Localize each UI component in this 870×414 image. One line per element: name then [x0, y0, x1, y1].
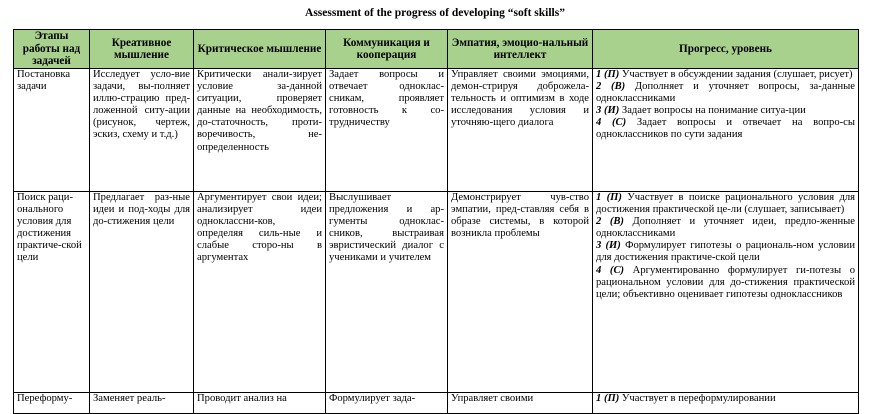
- progress-cell: [593, 192, 859, 393]
- table-header-row: [14, 30, 859, 69]
- level-text: Участвует в переформулировании: [619, 393, 776, 404]
- header-creative-thinking: Креативное мышление: [90, 30, 194, 69]
- level-text: Участвует в поиске рационального условия для достижения практической це-ли (слушает, записывает): [596, 192, 855, 216]
- creative-cell: Исследует усло-вие задачи, вы-полняет иллю-страцию пред-ложенной ситу-ации (рисунок, чертеж, эскиз, схему и т.д.): [90, 69, 194, 192]
- soft-skills-assessment-table: [13, 29, 859, 414]
- empathy-cell: Управляет своими эмоциями, демон-стрируя доброжела-тельность и оптимизм в ходе исследования условия и уточняю-щего диалога: [448, 69, 593, 192]
- level-text: Задает вопросы на понимание ситуа-ции: [619, 105, 806, 117]
- level-text: Задает вопросы и отвечает на вопро-сы одноклассников по сути задания: [596, 117, 855, 141]
- level-item: [596, 240, 855, 264]
- level-text: Аргументированно формулирует ги-потезы о рациональном условии для до-стижения практической цели; объективно оценивает гипотезы одноклассников: [596, 264, 855, 300]
- table-row: [14, 192, 859, 393]
- header-communication: Коммуникация и кооперация: [326, 30, 448, 69]
- level-item: [596, 265, 855, 301]
- creative-cell: Предлагает раз-ные идеи и под-ходы для до-стижения цели: [90, 192, 194, 393]
- empathy-cell: Управляет своими: [448, 393, 593, 414]
- level-text: Участвует в обсуждении задания (слушает, рисует): [619, 69, 853, 80]
- level-code: 1 (П): [596, 69, 620, 80]
- communication-cell: Формулирует зада-: [326, 393, 448, 414]
- empathy-cell: Демонстрирует чув-ство эмпатии, пред-ставляя себя в образе системы, в которой возникла проблемы: [448, 192, 593, 393]
- page-title: Assessment of the progress of developing “soft skills”: [305, 7, 565, 19]
- level-code: 3 (И): [596, 240, 621, 252]
- level-code: 4 (С): [596, 117, 627, 129]
- progress-cell: [593, 393, 859, 414]
- header-empathy: Эмпатия, эмоцио-нальный интеллект: [448, 30, 593, 69]
- stage-cell: Постановка задачи: [14, 69, 90, 192]
- table-row: [14, 393, 859, 414]
- stage-cell: Поиск раци-онального условия для достижения практиче-ской цели: [14, 192, 90, 393]
- level-item: [596, 117, 855, 141]
- header-progress-level: Прогресс, уровень: [593, 30, 859, 69]
- level-item: [596, 69, 855, 81]
- critical-cell: Аргументирует свои идеи; анализирует идеи одноклассни-ков, определяя силь-ные и слабые сторо-ны в аргументах: [194, 192, 326, 393]
- level-text: Дополняет и уточняет вопросы, за-данные одноклассниками: [596, 81, 855, 105]
- level-code: 2 (В): [596, 216, 624, 228]
- communication-cell: Задает вопросы и отвечает однoклас-сникам, проявляет готовность к со-трудничеству: [326, 69, 448, 192]
- level-code: 1 (П): [596, 192, 622, 203]
- level-text: Дополняет и уточняет идеи, предло-женные одноклассниками: [596, 216, 855, 240]
- stage-cell: Переформу-: [14, 393, 90, 414]
- level-code: 3 (И): [596, 105, 620, 117]
- level-item: [596, 81, 855, 105]
- level-code: 2 (В): [596, 81, 626, 93]
- level-item: [596, 393, 855, 405]
- level-item: [596, 192, 855, 216]
- level-item: [596, 105, 855, 117]
- progress-cell: [593, 69, 859, 192]
- level-code: 4 (С): [596, 264, 625, 276]
- level-item: [596, 216, 855, 240]
- table-row: [14, 69, 859, 192]
- communication-cell: Выслушивает предложения и ар-гументы однoклас-сников, выстраивая эвристический диалог с учениками и учителем: [326, 192, 448, 393]
- creative-cell: Заменяет реаль-: [90, 393, 194, 414]
- level-code: 1 (П): [596, 393, 620, 404]
- header-critical-thinking: Критическое мышление: [194, 30, 326, 69]
- level-text: Формулирует гипотезы о рациональ-ном условии для достижения практиче-ской цели: [596, 240, 856, 264]
- header-stages: Этапы работы над задачей: [14, 30, 90, 69]
- critical-cell: Проводит анализ на: [194, 393, 326, 414]
- critical-cell: Критически анали-зирует условие за-данной ситуации, проверяет данные на необходимость, до-статочность, проти-воречивость, не-определенность: [194, 69, 326, 192]
